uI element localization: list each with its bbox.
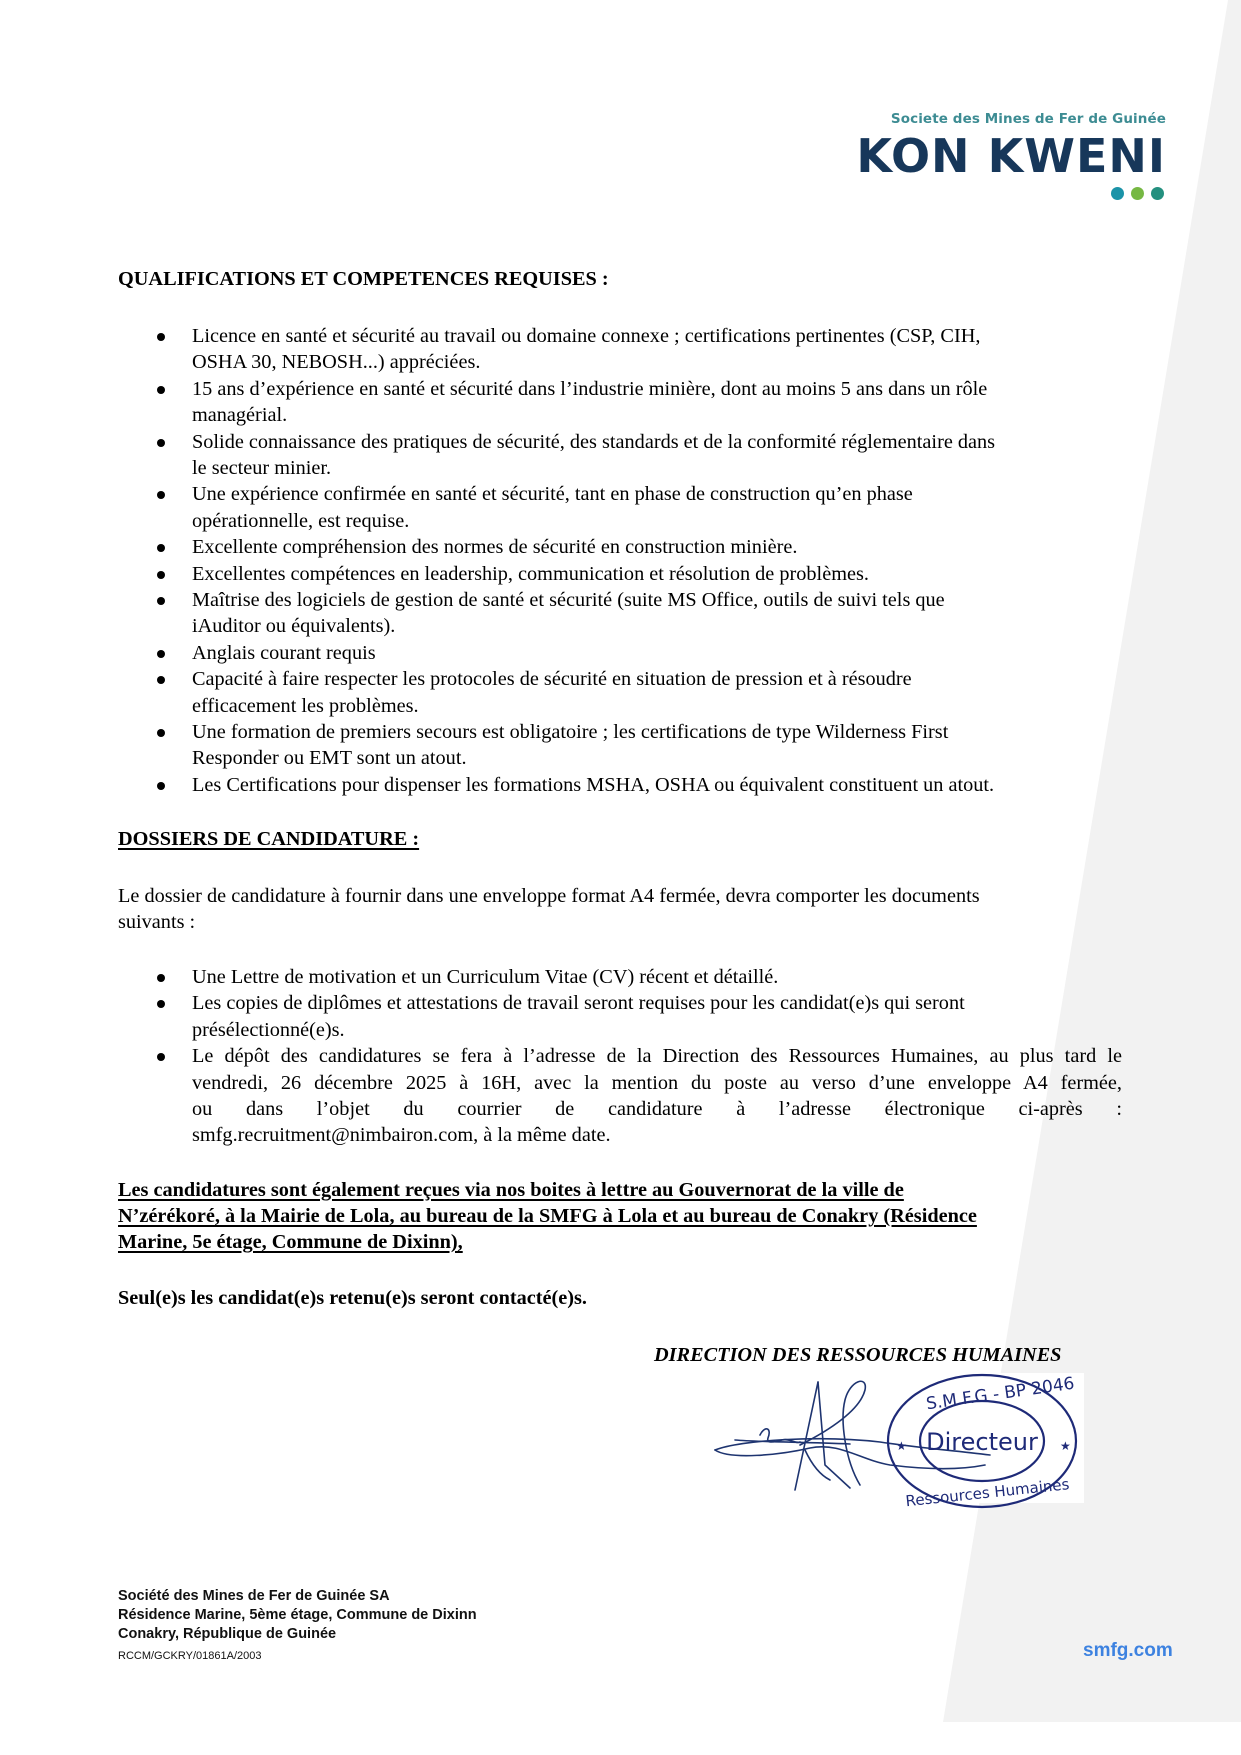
qualification-item-line: Licence en santé et sécurité au travail ou domaine connexe ; certifications pertinentes (CSP, CIH, xyxy=(192,325,981,347)
qualification-bullet-icon xyxy=(157,386,165,394)
stamp-bottom-text: Ressources Humaines xyxy=(904,1475,1071,1511)
footer-website-link[interactable]: smfg.com xyxy=(1083,1640,1173,1661)
qualification-bullet-icon xyxy=(157,729,165,737)
qualification-item-line: Les Certifications pour dispenser les formations MSHA, OSHA ou équivalent constituent un atout. xyxy=(192,773,995,796)
footer-registration: RCCM/GCKRY/01861A/2003 xyxy=(118,1650,262,1662)
qualification-item-line: Excellente compréhension des normes de sécurité en construction minière. xyxy=(192,536,798,559)
notice-line-2: N’zérékoré, à la Mairie de Lola, au bureau de la SMFG à Lola et au bureau de Conakry (Résidence xyxy=(118,1205,977,1227)
notice-line-1: Les candidatures sont également reçues via nos boites à lettre au Gouvernorat de la ville de xyxy=(118,1179,904,1201)
qualification-item-line: opérationnelle, est requise. xyxy=(192,509,410,532)
logo-dot-2 xyxy=(1131,187,1144,200)
footer-line-2: Résidence Marine, 5ème étage, Commune de Dixinn xyxy=(118,1607,477,1623)
qualification-item-line: OSHA 30, NEBOSH...) appréciées. xyxy=(192,351,481,374)
footer-line-3: Conakry, République de Guinée xyxy=(118,1626,337,1642)
dossiers-intro-line-2: suivants : xyxy=(118,911,196,933)
qualification-item-line: Maîtrise des logiciels de gestion de santé et sécurité (suite MS Office, outils de suivi tels que xyxy=(192,589,945,611)
stamp-top-text: S.M.F.G - BP 2046 xyxy=(924,1373,1076,1415)
qualification-item-line: efficacement les problèmes. xyxy=(192,694,419,717)
qualification-item-line: le secteur minier. xyxy=(192,457,332,479)
dossiers-intro-line-1: Le dossier de candidature à fournir dans une enveloppe format A4 fermée, devra comporter les documents xyxy=(118,885,980,907)
logo-dot-1 xyxy=(1111,187,1124,200)
qualification-item-line: 15 ans d’expérience en santé et sécurité dans l’industrie minière, dont au moins 5 ans dans un rôle xyxy=(192,377,988,400)
qualification-item-line: Capacité à faire respecter les protocoles de sécurité en situation de pression et à résoudre xyxy=(192,668,912,691)
dossier-item-line: Les copies de diplômes et attestations de travail seront requises pour les candidat(e)s qui seront xyxy=(192,992,965,1015)
section-heading-dossiers: DOSSIERS DE CANDIDATURE : xyxy=(118,828,420,850)
stamp-star-left: ★ xyxy=(896,1439,907,1453)
qualification-item-line: Responder ou EMT sont un atout. xyxy=(192,747,467,770)
qualification-bullet-icon xyxy=(157,597,165,605)
qualification-item-line: Solide connaissance des pratiques de sécurité, des standards et de la conformité réglementaire dans xyxy=(192,430,996,453)
dossier-item-line: présélectionné(e)s. xyxy=(192,1018,345,1041)
footer-line-1: Société des Mines de Fer de Guinée SA xyxy=(118,1588,390,1604)
qualification-item-line: Une formation de premiers secours est obligatoire ; les certifications de type Wilderness First xyxy=(192,721,949,743)
stamp-center-text: Directeur xyxy=(926,1428,1038,1456)
qualification-item-line: Excellentes compétences en leadership, communication et résolution de problèmes. xyxy=(192,562,869,585)
dossier-item-line: smfg.recruitment@nimbairon.com, à la même date. xyxy=(192,1124,611,1147)
logo-dot-3 xyxy=(1151,187,1164,200)
qualification-item-line: managérial. xyxy=(192,404,288,427)
section-heading-qualifications: QUALIFICATIONS ET COMPETENCES REQUISES : xyxy=(118,268,609,290)
logo-name: KON KWENI xyxy=(856,129,1166,183)
qualification-bullet-icon xyxy=(157,571,165,579)
dossier-item-line: vendredi, 26 décembre 2025 à 16H, avec la mention du poste au verso d’une enveloppe A4 fermée, xyxy=(192,1071,1122,1094)
qualification-bullet-icon xyxy=(157,782,165,790)
dossier-item-line: ou dans l’objet du courrier de candidature à l’adresse électronique ci-après : xyxy=(192,1098,1122,1120)
contact-note: Seul(e)s les candidat(e)s retenu(e)s seront contacté(e)s. xyxy=(118,1287,587,1309)
notice-line-3: Marine, 5e étage, Commune de Dixinn), xyxy=(118,1231,463,1253)
qualification-bullet-icon xyxy=(157,333,165,341)
dossier-bullet-icon xyxy=(157,974,165,982)
qualification-item-line: Une expérience confirmée en santé et sécurité, tant en phase de construction qu’en phase xyxy=(192,483,913,506)
dossier-item-line: Le dépôt des candidatures se fera à l’adresse de la Direction des Ressources Humaines, au plus tard le xyxy=(192,1045,1122,1068)
qualification-item-line: Anglais courant requis xyxy=(192,641,376,664)
logo-tagline: Societe des Mines de Fer de Guinée xyxy=(890,111,1166,127)
qualification-bullet-icon xyxy=(157,439,165,447)
signatory-title: DIRECTION DES RESSOURCES HUMAINES xyxy=(654,1344,1062,1366)
qualification-bullet-icon xyxy=(157,650,165,658)
company-logo xyxy=(820,108,1166,203)
signature-and-stamp xyxy=(700,1370,1100,1520)
qualification-item-line: iAuditor ou équivalents). xyxy=(192,615,396,638)
stamp-star-right: ★ xyxy=(1060,1439,1071,1453)
dossier-item-line: Une Lettre de motivation et un Curriculum Vitae (CV) récent et détaillé. xyxy=(192,966,779,988)
